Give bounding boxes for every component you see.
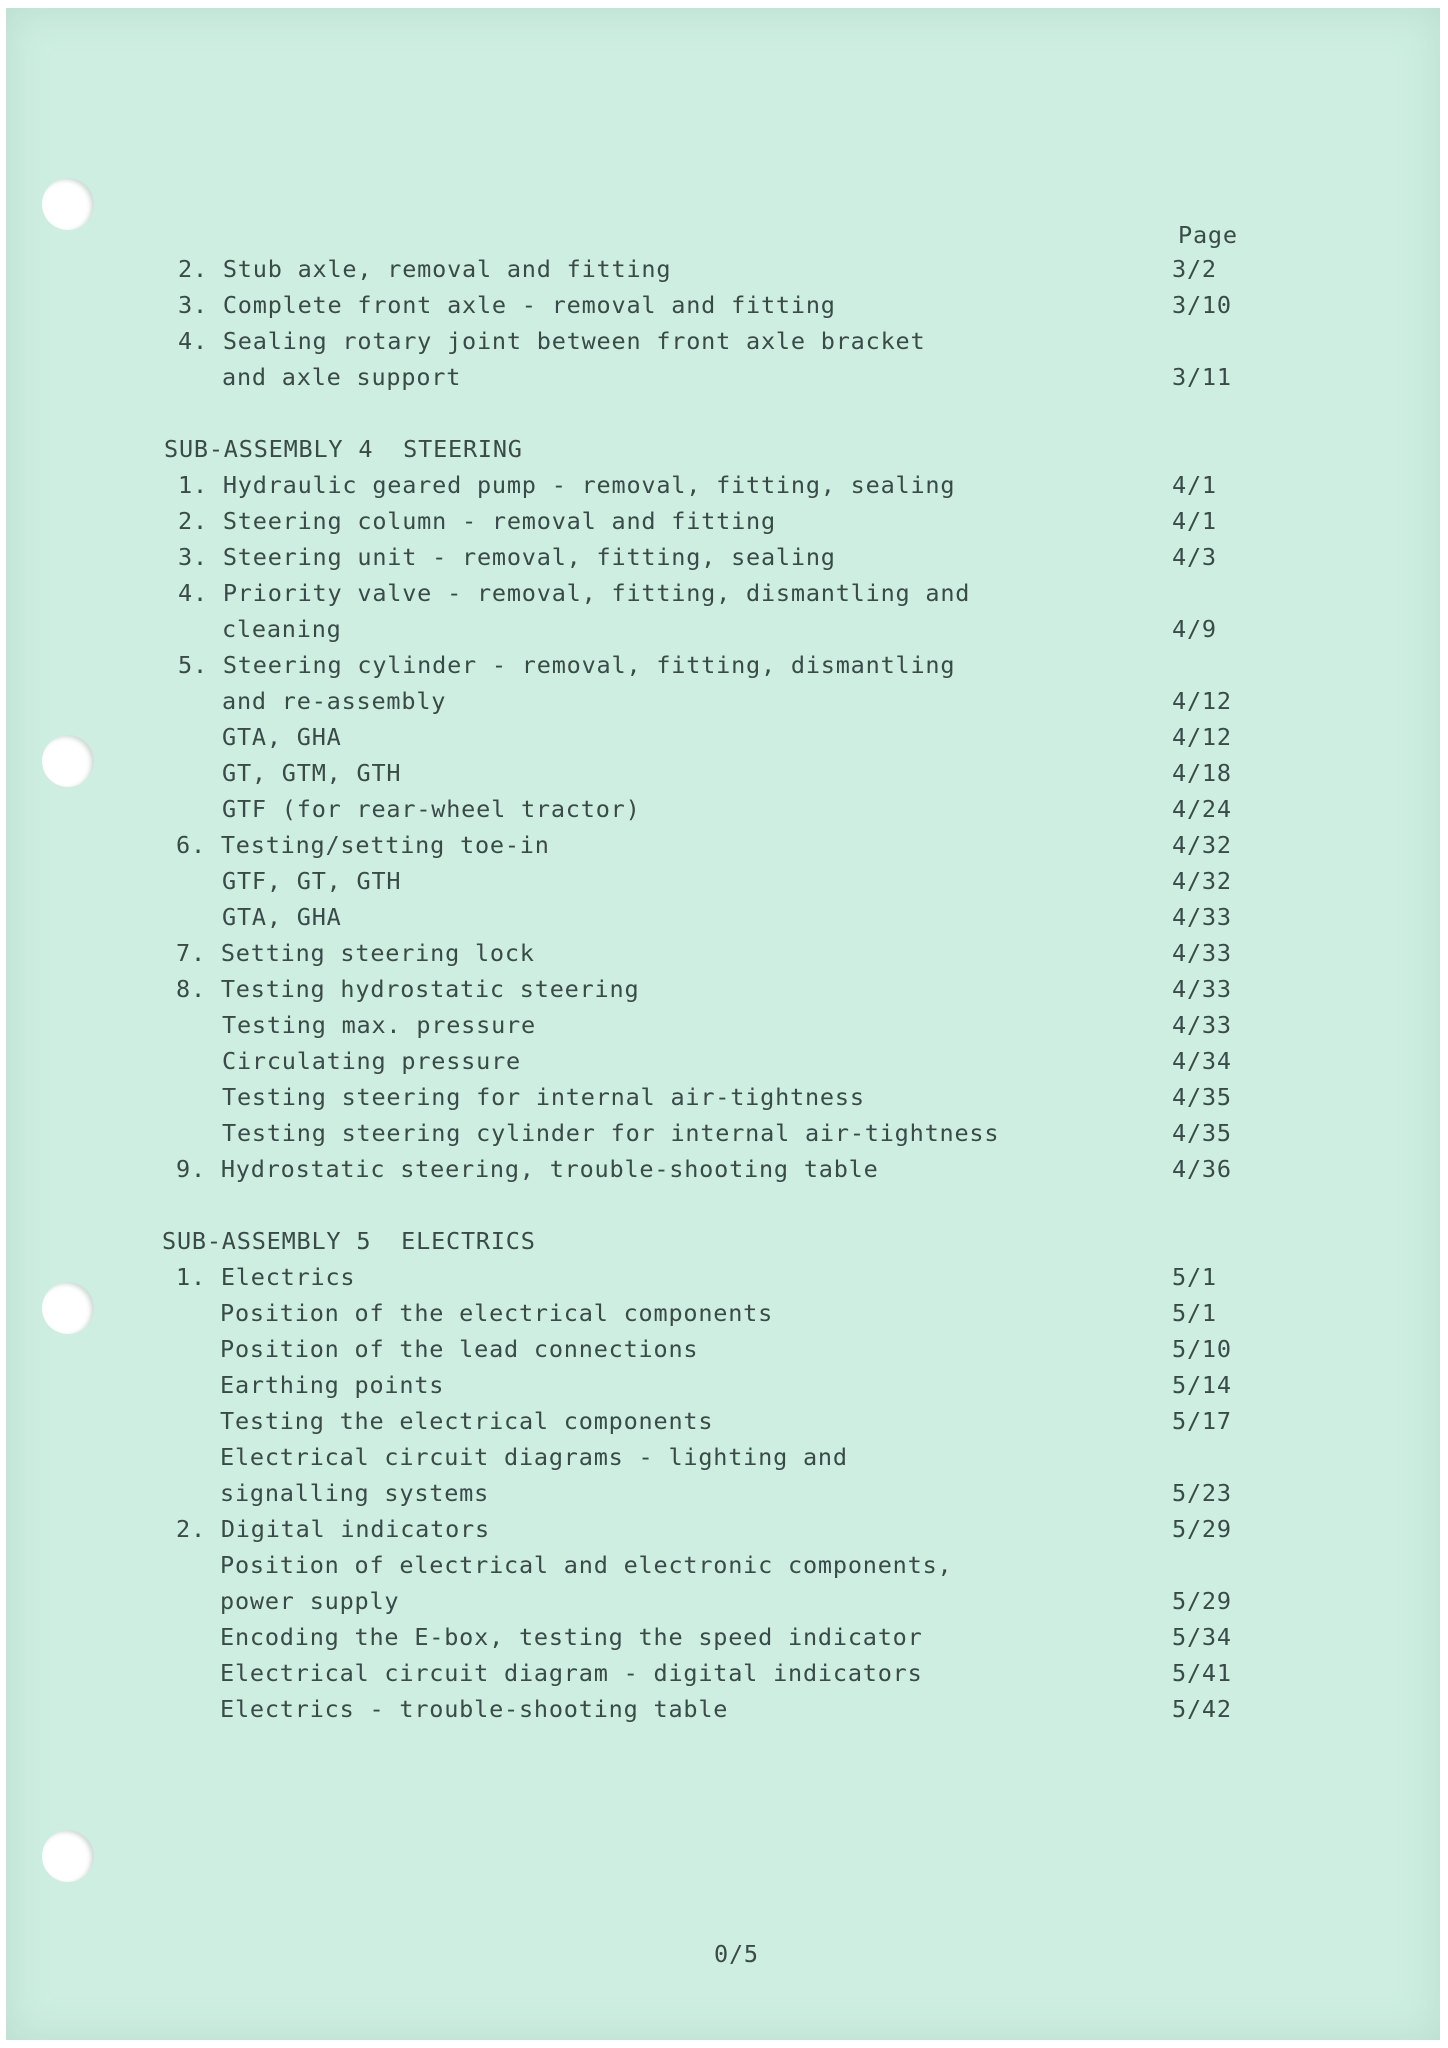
entry-page: 5/29: [1172, 1587, 1232, 1615]
entry-title: Encoding the E-box, testing the speed indicator: [220, 1623, 923, 1651]
entry-title: 5. Steering cylinder - removal, fitting, dismantling: [178, 651, 956, 679]
entry-title: Testing steering for internal air-tightness: [222, 1083, 865, 1111]
entry-page: 5/42: [1172, 1695, 1232, 1723]
entry-page: 5/10: [1172, 1335, 1232, 1363]
section-heading: [0, 432, 1448, 466]
entry-title: 4. Priority valve - removal, fitting, dismantling and: [178, 579, 971, 607]
entry-title: 1. Hydraulic geared pump - removal, fitting, sealing: [178, 471, 956, 499]
toc-entry: [0, 1188, 1448, 1222]
entry-title: and axle support: [222, 363, 462, 391]
entry-page: 4/33: [1172, 903, 1232, 931]
toc-entry: [0, 1080, 1448, 1114]
entry-title: 4. Sealing rotary joint between front axle bracket: [178, 327, 926, 355]
entry-title: 9. Hydrostatic steering, trouble-shooting table: [176, 1155, 879, 1183]
entry-title: GTF, GT, GTH: [222, 867, 402, 895]
entry-page: 5/23: [1172, 1479, 1232, 1507]
entry-page: 4/33: [1172, 939, 1232, 967]
toc-entry: [0, 576, 1448, 610]
toc-entry: [0, 972, 1448, 1006]
toc-entry: [0, 1692, 1448, 1726]
toc-entry: [0, 1044, 1448, 1078]
entry-title: power supply: [220, 1587, 400, 1615]
entry-page: 5/14: [1172, 1371, 1232, 1399]
entry-title: 7. Setting steering lock: [176, 939, 535, 967]
entry-page: 4/24: [1172, 795, 1232, 823]
entry-page: 4/12: [1172, 723, 1232, 751]
toc-entry: [0, 396, 1448, 430]
entry-title: 3. Steering unit - removal, fitting, sealing: [178, 543, 836, 571]
entry-page: 4/35: [1172, 1119, 1232, 1147]
page-column-header: Page: [1178, 221, 1238, 249]
toc-entry: [0, 288, 1448, 322]
toc-entry: [0, 1512, 1448, 1546]
entry-title: GTA, GHA: [222, 903, 342, 931]
entry-page: 4/1: [1172, 471, 1217, 499]
entry-title: 2. Digital indicators: [176, 1515, 490, 1543]
toc-entry: [0, 252, 1448, 286]
entry-title: Electrical circuit diagrams - lighting and: [220, 1443, 848, 1471]
entry-title: signalling systems: [220, 1479, 490, 1507]
toc-entry: [0, 1620, 1448, 1654]
entry-page: 4/12: [1172, 687, 1232, 715]
entry-title: Electrics - trouble-shooting table: [220, 1695, 729, 1723]
toc-entry: [0, 1296, 1448, 1330]
entry-title: 2. Stub axle, removal and fitting: [178, 255, 672, 283]
entry-page: 4/33: [1172, 1011, 1232, 1039]
toc-entry: [0, 540, 1448, 574]
entry-title: SUB-ASSEMBLY 4 STEERING: [164, 435, 523, 463]
toc-entry: [0, 792, 1448, 826]
entry-page: 4/9: [1172, 615, 1217, 643]
entry-title: Testing the electrical components: [220, 1407, 714, 1435]
toc-entry: [0, 864, 1448, 898]
entry-page: 4/1: [1172, 507, 1217, 535]
toc-entry: [0, 1404, 1448, 1438]
toc-entry: [0, 720, 1448, 754]
entry-page: 3/10: [1172, 291, 1232, 319]
entry-page: 4/34: [1172, 1047, 1232, 1075]
entry-page: 4/36: [1172, 1155, 1232, 1183]
entry-page: 5/29: [1172, 1515, 1232, 1543]
entry-title: Testing steering cylinder for internal air-tightness: [222, 1119, 1000, 1147]
page-number: 0/5: [714, 1940, 759, 1968]
toc-entry: [0, 1008, 1448, 1042]
toc-entry: [0, 648, 1448, 682]
entry-title: SUB-ASSEMBLY 5 ELECTRICS: [162, 1227, 536, 1255]
toc-entry: [0, 468, 1448, 502]
entry-title: cleaning: [222, 615, 342, 643]
entry-title: GT, GTM, GTH: [222, 759, 402, 787]
toc-entry: [0, 1368, 1448, 1402]
entry-page: 4/3: [1172, 543, 1217, 571]
toc-entry: [0, 1476, 1448, 1510]
entry-page: 4/32: [1172, 831, 1232, 859]
toc-entry: [0, 360, 1448, 394]
entry-title: GTF (for rear-wheel tractor): [222, 795, 641, 823]
toc-entry: [0, 1656, 1448, 1690]
entry-title: Position of the electrical components: [220, 1299, 774, 1327]
toc-entry: [0, 1260, 1448, 1294]
entry-page: 5/17: [1172, 1407, 1232, 1435]
section-heading: [0, 1224, 1448, 1258]
toc-entry: [0, 684, 1448, 718]
toc-entry: [0, 1152, 1448, 1186]
toc-entry: [0, 1332, 1448, 1366]
toc-entry: [0, 1440, 1448, 1474]
entry-page: 3/11: [1172, 363, 1232, 391]
entry-page: 5/1: [1172, 1299, 1217, 1327]
toc-entry: [0, 900, 1448, 934]
toc-entry: [0, 1116, 1448, 1150]
entry-page: 5/34: [1172, 1623, 1232, 1651]
toc-entry: [0, 936, 1448, 970]
entry-title: 6. Testing/setting toe-in: [176, 831, 550, 859]
entry-title: 2. Steering column - removal and fitting: [178, 507, 776, 535]
entry-title: 1. Electrics: [176, 1263, 356, 1291]
toc-entry: [0, 1584, 1448, 1618]
entry-page: 4/32: [1172, 867, 1232, 895]
entry-page: 5/1: [1172, 1263, 1217, 1291]
entry-title: Earthing points: [220, 1371, 445, 1399]
toc-entry: [0, 612, 1448, 646]
toc-entry: [0, 828, 1448, 862]
entry-page: 4/18: [1172, 759, 1232, 787]
entry-page: 3/2: [1172, 255, 1217, 283]
entry-title: Position of electrical and electronic components,: [220, 1551, 953, 1579]
entry-page: 4/33: [1172, 975, 1232, 1003]
entry-title: Testing max. pressure: [222, 1011, 536, 1039]
entry-page: 5/41: [1172, 1659, 1232, 1687]
toc-entry: [0, 1548, 1448, 1582]
entry-title: 8. Testing hydrostatic steering: [176, 975, 640, 1003]
toc-entry: [0, 324, 1448, 358]
entry-title: Position of the lead connections: [220, 1335, 699, 1363]
entry-title: Electrical circuit diagram - digital indicators: [220, 1659, 923, 1687]
entry-title: GTA, GHA: [222, 723, 342, 751]
entry-title: and re-assembly: [222, 687, 447, 715]
entry-title: Circulating pressure: [222, 1047, 521, 1075]
entry-page: 4/35: [1172, 1083, 1232, 1111]
toc-entry: [0, 504, 1448, 538]
entry-title: 3. Complete front axle - removal and fitting: [178, 291, 836, 319]
toc-entry: [0, 756, 1448, 790]
